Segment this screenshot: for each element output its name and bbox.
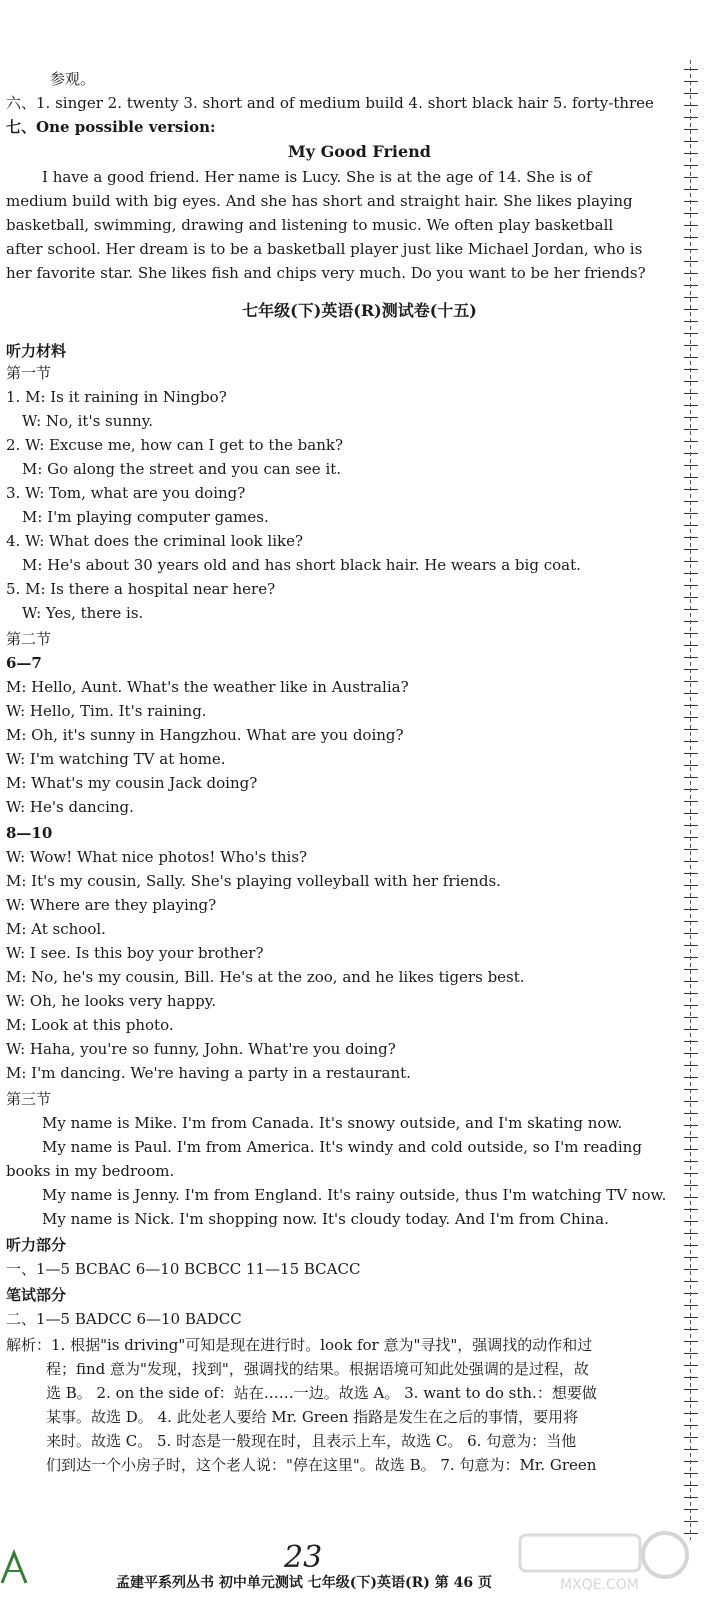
dialogue-line: W: Yes, there is. xyxy=(22,604,144,622)
dialogue-line: M: Hello, Aunt. What's the weather like in Australia? xyxy=(6,678,409,696)
dialogue-line: M: Go along the street and you can see it. xyxy=(22,460,342,478)
dialogue-line: 1. M: Is it raining in Ningbo? xyxy=(6,388,227,406)
dialogue-line: W: Haha, you're so funny, John. What're you doing? xyxy=(6,1040,396,1058)
text-line: her favorite star. She likes fish and chips very much. Do you want to be her friends? xyxy=(6,264,646,282)
section-heading: 笔试部分 xyxy=(6,1286,67,1304)
answer-line: 二、1—5 BADCC 6—10 BADCC xyxy=(6,1310,242,1328)
text-line: My name is Paul. I'm from America. It's windy and cold outside, so I'm reading xyxy=(42,1138,642,1156)
section-heading: 听力部分 xyxy=(6,1236,67,1254)
dialogue-line: W: Where are they playing? xyxy=(6,896,217,914)
text-line: 六、1. singer 2. twenty 3. short and of medium build 4. short black hair 5. forty-three xyxy=(6,94,654,112)
dialogue-line: M: I'm dancing. We're having a party in a restaurant. xyxy=(6,1064,411,1082)
dialogue-line: 3. W: Tom, what are you doing? xyxy=(6,484,246,502)
dialogue-line: 5. M: Is there a hospital near here? xyxy=(6,580,276,598)
svg-text:MXQE.COM: MXQE.COM xyxy=(560,1577,639,1593)
question-range: 6—7 xyxy=(6,654,42,672)
explanation-line: 选 B。 2. on the side of：站在……一边。故选 A。 3. want to do sth.：想要做 xyxy=(46,1384,597,1402)
page-footer xyxy=(0,1568,719,1596)
dialogue-line: W: I see. Is this boy your brother? xyxy=(6,944,264,962)
answer-line: 一、1—5 BCBAC 6—10 BCBCC 11—15 BCACC xyxy=(6,1260,361,1278)
explanation-line: 程；find 意为"发现，找到"，强调找的结果。根据语境可知此处强调的是过程，故 xyxy=(46,1360,589,1378)
section-heading: 七、One possible version: xyxy=(6,118,216,136)
text-line: books in my bedroom. xyxy=(6,1162,175,1180)
text-line: basketball, swimming, drawing and listening to music. We often play basketball xyxy=(6,216,614,234)
explanation-line: 们到达一个小房子时，这个老人说："停在这里"。故选 B。 7. 句意为：Mr. Green xyxy=(46,1456,597,1474)
text-line: I have a good friend. Her name is Lucy. She is at the age of 14. She is of xyxy=(42,168,592,186)
dialogue-line: M: I'm playing computer games. xyxy=(22,508,269,526)
text-line: after school. Her dream is to be a basketball player just like Michael Jordan, who is xyxy=(6,240,643,258)
dialogue-line: M: What's my cousin Jack doing? xyxy=(6,774,258,792)
text-line: My name is Nick. I'm shopping now. It's cloudy today. And I'm from China. xyxy=(42,1210,609,1228)
test-title: 七年级(下)英语(R)测试卷(十五) xyxy=(242,301,477,320)
question-range: 8—10 xyxy=(6,824,53,842)
essay-title: My Good Friend xyxy=(288,142,431,161)
text-line: medium build with big eyes. And she has short and straight hair. She likes playing xyxy=(6,192,633,210)
dialogue-line: M: At school. xyxy=(6,920,106,938)
explanation-line: 解析：1. 根据"is driving"可知是现在进行时。look for 意为"寻找"，强调找的动作和过 xyxy=(6,1336,593,1354)
subsection-heading: 第三节 xyxy=(6,1090,52,1108)
text-line: My name is Jenny. I'm from England. It's rainy outside, thus I'm watching TV now. xyxy=(42,1186,667,1204)
explanation-line: 某事。故选 D。 4. 此处老人要给 Mr. Green 指路是发生在之后的事情，要用将 xyxy=(46,1408,579,1426)
dialogue-line: W: No, it's sunny. xyxy=(22,412,153,430)
footer-text: 孟建平系列丛书 初中单元测试 七年级(下)英语(R) 第 46 页 xyxy=(116,1575,492,1591)
dialogue-line: W: I'm watching TV at home. xyxy=(6,750,226,768)
handwritten-page-number: 23 xyxy=(284,1540,323,1575)
dialogue-line: M: He's about 30 years old and has short black hair. He wears a big coat. xyxy=(22,556,581,574)
dialogue-line: M: Look at this photo. xyxy=(6,1016,174,1034)
dialogue-line: W: Wow! What nice photos! Who's this? xyxy=(6,848,308,866)
dialogue-line: 4. W: What does the criminal look like? xyxy=(6,532,304,550)
dialogue-line: M: Oh, it's sunny in Hangzhou. What are you doing? xyxy=(6,726,404,744)
dialogue-line: M: It's my cousin, Sally. She's playing volleyball with her friends. xyxy=(6,872,501,890)
subsection-heading: 第一节 xyxy=(6,364,52,382)
dialogue-line: W: He's dancing. xyxy=(6,798,134,816)
cut-line-divider xyxy=(684,60,698,1540)
dialogue-line: W: Oh, he looks very happy. xyxy=(6,992,216,1010)
subsection-heading: 第二节 xyxy=(6,630,52,648)
text-line: My name is Mike. I'm from Canada. It's snowy outside, and I'm skating now. xyxy=(42,1114,623,1132)
dialogue-line: W: Hello, Tim. It's raining. xyxy=(6,702,207,720)
explanation-line: 来时。故选 C。 5. 时态是一般现在时，且表示上车，故选 C。 6. 句意为：当他 xyxy=(46,1432,577,1450)
dialogue-line: 2. W: Excuse me, how can I get to the bank? xyxy=(6,436,344,454)
text-line: 参观。 xyxy=(50,70,96,88)
dialogue-line: M: No, he's my cousin, Bill. He's at the zoo, and he likes tigers best. xyxy=(6,968,525,986)
section-heading: 听力材料 xyxy=(6,342,67,360)
